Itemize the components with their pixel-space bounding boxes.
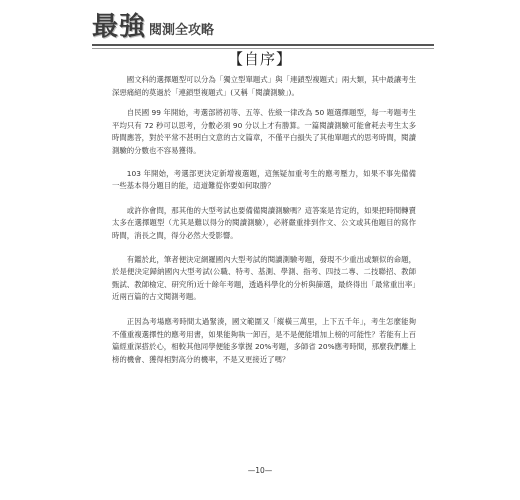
paragraph: 國文科的選擇題型可以分為「獨立型單題式」與「連鎖型複題式」兩大類，其中最讓考生深惡痛絕的莫過於「連鎖型複題式」(又稱「閱讀測驗」)。 bbox=[112, 75, 416, 97]
paragraph: 自民國 99 年開始，考選部將初等、五等、佐級一律改為 50 題選擇題型，每一考題考生平均只有 72 秒可以思考，分數必須 90 分以上才有勝算。一篇閱讀測驗可能會耗去考生太多時間應答，對於平常不甚明白文意的古文篇章，不僅平白損失了其他單題式的思考時間，閱讀測驗的分數也不容易獲得。 bbox=[112, 108, 416, 155]
section-title: 【自序】 bbox=[227, 50, 292, 68]
book-title-large: 最強 bbox=[92, 12, 147, 42]
paragraph: 正因為考場應考時間太過緊湊，國文範圍又「縱橫三萬里，上下五千年」，考生怎麼能夠不僅重複選擇性的應考用書，如果能夠執一卸百，是不是便能增加上榜的可能性？若能有上百篇經重深搭於心，相較其他同學便能多掌握 20%考題，多師省 20%應考時間，那麼我們離上榜的機會、獲得相對高分的機率，不是又更接近了嗎？ bbox=[112, 316, 416, 364]
paragraph: 103 年開始，考選部更決定新增複選題，這無疑加重考生的應考壓力，如果不事先備備一些基本得分題目的能，這道難從你要如何取勝？ bbox=[112, 168, 416, 191]
page-number: —10— bbox=[247, 466, 273, 475]
header-divider bbox=[92, 44, 434, 46]
book-title-small: 閱測全攻略 bbox=[149, 23, 215, 38]
preface-body bbox=[112, 74, 416, 374]
book-title-logo bbox=[92, 8, 214, 42]
paragraph: 有鑑於此，筆者便決定網羅國內大型考試的閱讀測驗考題，發現不少重出或類似的命題，於是便決定歸納國內大型考試(公職、特考、基測、學測、指考、四技二專、二技聯招、教師甄試、教師檢定、研究所)近十餘年考題，透過科學化的分析與篩選，最終得出「最常重出率」近兩百篇的古文閱測考題。 bbox=[112, 254, 416, 302]
paragraph: 或許你會問，那其他的大型考試也要備備閱讀測驗嗎？這答案是肯定的，如果把時間轉賣太多在選擇題型（尤其是難以得分的閱讀測驗），必將嚴重排到作文、公文或其他題目的寫作時間，消長之間，得分必然大受影響。 bbox=[112, 205, 416, 240]
